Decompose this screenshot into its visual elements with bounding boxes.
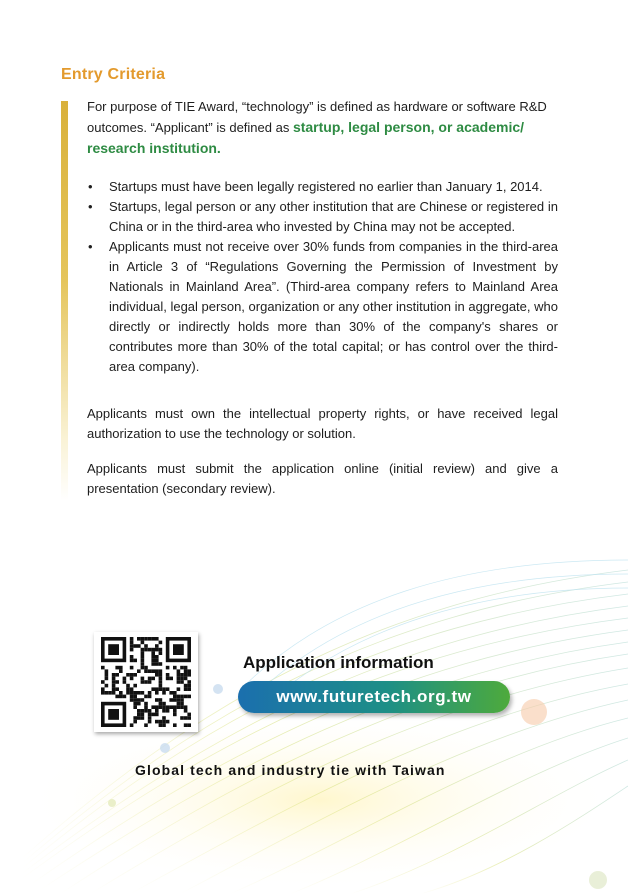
bullet-icon: • xyxy=(88,179,93,194)
criterion-text: Startups must have been legally registered no earlier than January 1, 2014. xyxy=(109,179,543,194)
intro-paragraph xyxy=(87,97,558,159)
ip-rights-paragraph: Applicants must own the intellectual property rights, or have received legal authorization to use the technology or solution. xyxy=(87,406,558,441)
qr-code[interactable] xyxy=(94,632,198,732)
criterion-text: Applicants must not receive over 30% funds from companies in the third-area in Article 3 of “Regulations Governing the Permission of Investment by Nationals in Mainland Area”. (Third-area company refers to Mainland Area individual, legal person, organization or any other institution in aggregate, who directly or indirectly holds more than 30% of the company's shares or contributes more than 30% of the total capital; or has control over the third-area company). xyxy=(109,239,558,374)
applicant-definition-highlight: startup, legal person, or academic/ research institution. xyxy=(87,119,525,156)
criterion-text: Startups, legal person or any other institution that are Chinese or registered in China or in the third-area who invested by China may not be accepted. xyxy=(109,199,558,234)
bullet-icon: • xyxy=(88,199,93,214)
list-item xyxy=(87,177,558,197)
intro-text: For purpose of TIE Award, “technology” is defined as hardware or software R&D outcomes. “Applicant” is defined as xyxy=(87,99,547,135)
criteria-list xyxy=(87,177,558,377)
application-info-title: Application information xyxy=(243,653,434,672)
accent-bar xyxy=(61,101,68,501)
bullet-icon: • xyxy=(88,239,93,254)
list-item xyxy=(87,197,558,237)
submission-paragraph: Applicants must submit the application online (initial review) and give a presentation (secondary review). xyxy=(87,461,558,496)
website-url-link[interactable] xyxy=(238,681,510,713)
section-heading: Entry Criteria xyxy=(61,66,166,83)
entry-criteria-content xyxy=(87,97,558,499)
website-url-text: www.futuretech.org.tw xyxy=(276,687,472,706)
tagline: Global tech and industry tie with Taiwan xyxy=(135,762,446,778)
list-item xyxy=(87,237,558,377)
